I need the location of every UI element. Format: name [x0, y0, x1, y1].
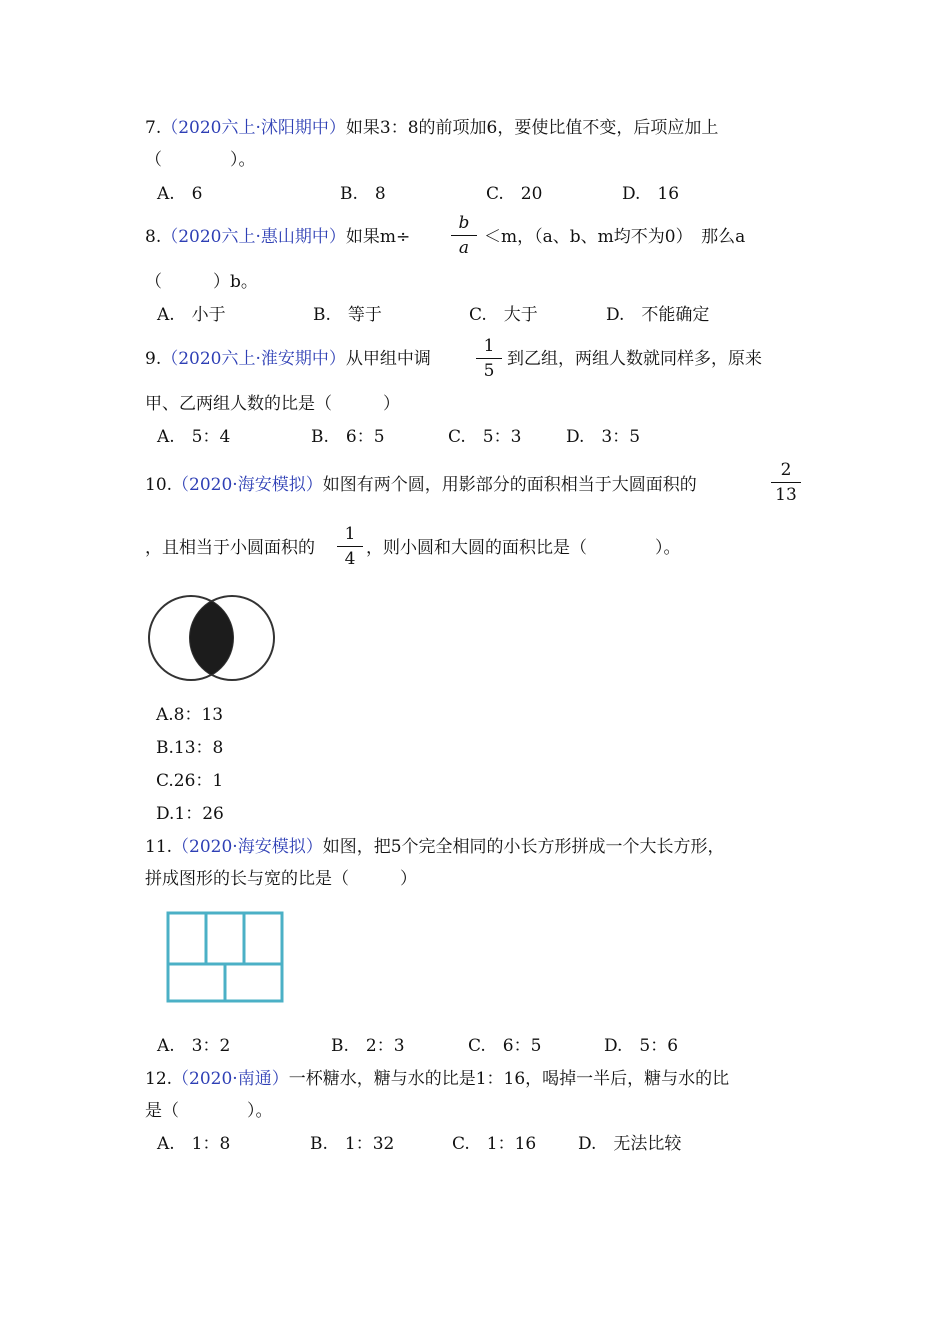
- q9-number: 9.: [145, 349, 162, 369]
- rectangles-figure: [163, 908, 287, 1006]
- q10-fraction-1: [771, 460, 801, 505]
- q11-option-b[interactable]: B. 2：3: [331, 1036, 405, 1056]
- q8-line1: [145, 225, 410, 249]
- q10-option-b[interactable]: B.13：8: [156, 738, 224, 758]
- q10-number: 10.: [145, 475, 173, 495]
- q9-option-d[interactable]: D. 3：5: [566, 427, 641, 447]
- q11-number: 11.: [145, 837, 173, 857]
- q10-post2: ，则小圆和大圆的面积比是（ ）。: [366, 538, 681, 558]
- q9-fraction: [476, 336, 502, 381]
- q10-fraction-2: [337, 524, 363, 569]
- q7-text: 如果3：8的前项加6，要使比值不变，后项应加上: [345, 118, 719, 138]
- q10-text: 如图有两个圆，用影部分的面积相当于大圆面积的: [322, 475, 697, 495]
- q12-option-a[interactable]: A. 1：8: [157, 1134, 231, 1154]
- q10-pre2: ，且相当于小圆面积的: [145, 538, 315, 558]
- q8-number: 8.: [145, 227, 162, 247]
- q9-option-c[interactable]: C. 5：3: [448, 427, 522, 447]
- q10-option-d[interactable]: D.1：26: [156, 804, 224, 824]
- q8-fraction: [451, 213, 477, 258]
- q7-line1: [145, 116, 718, 140]
- q12-line1: [145, 1067, 729, 1091]
- q8-frac-num: b: [458, 213, 470, 233]
- q12-option-b[interactable]: B. 1：32: [310, 1134, 395, 1154]
- fraction-bar: [771, 482, 801, 483]
- q8-frac-den: a: [458, 238, 470, 258]
- q8-post: ＜m，（a、b、m均不为0） 那么a: [484, 227, 746, 247]
- q8-option-b[interactable]: B. 等于: [313, 305, 382, 325]
- q8-line2: （ ）b。: [145, 272, 258, 292]
- q11-option-c[interactable]: C. 6：5: [468, 1036, 542, 1056]
- q8-pre: 如果m÷: [345, 227, 411, 247]
- q7-option-b[interactable]: B. 8: [340, 184, 386, 204]
- q11-line1: [145, 835, 725, 859]
- q12-line2: 是（ ）。: [145, 1101, 273, 1121]
- q10-frac1-num: 2: [780, 460, 792, 480]
- q7-option-a[interactable]: A. 6: [157, 184, 203, 204]
- q7-option-d[interactable]: D. 16: [622, 184, 680, 204]
- q7-source: （2020六上·沭阳期中）: [161, 118, 346, 138]
- q7-line2: （ ）。: [145, 150, 256, 170]
- q9-pre: 从甲组中调: [345, 349, 431, 369]
- q8-option-c[interactable]: C. 大于: [469, 305, 538, 325]
- q10-frac1-den: 13: [775, 485, 797, 505]
- q12-text: 一杯糖水，糖与水的比是1：16，喝掉一半后，糖与水的比: [288, 1069, 730, 1089]
- fraction-bar: [451, 235, 477, 236]
- q7-option-c[interactable]: C. 20: [486, 184, 543, 204]
- q12-option-d[interactable]: D. 无法比较: [578, 1134, 682, 1154]
- q10-frac2-den: 4: [344, 549, 356, 569]
- q10-line1: [145, 473, 697, 497]
- q9-post: 到乙组，两组人数就同样多，原来: [507, 349, 762, 369]
- q8-option-a[interactable]: A. 小于: [157, 305, 226, 325]
- q11-text: 如图，把5个完全相同的小长方形拼成一个大长方形，: [322, 837, 725, 857]
- fraction-bar: [337, 546, 363, 547]
- q12-source: （2020·南通）: [172, 1069, 289, 1089]
- q10-source: （2020·海安模拟）: [172, 475, 323, 495]
- q10-option-a[interactable]: A.8：13: [156, 705, 224, 725]
- q8-source: （2020六上·惠山期中）: [161, 227, 346, 247]
- q9-frac-den: 5: [483, 361, 495, 381]
- q9-line2: 甲、乙两组人数的比是（ ）: [145, 394, 400, 414]
- q11-option-d[interactable]: D. 5：6: [604, 1036, 679, 1056]
- q10-option-c[interactable]: C.26：1: [156, 771, 224, 791]
- q7-number: 7.: [145, 118, 162, 138]
- q9-option-a[interactable]: A. 5：4: [157, 427, 231, 447]
- q10-frac2-num: 1: [344, 524, 356, 544]
- q11-source: （2020·海安模拟）: [172, 837, 323, 857]
- q9-option-b[interactable]: B. 6：5: [311, 427, 385, 447]
- q9-line1: [145, 347, 431, 371]
- q11-option-a[interactable]: A. 3：2: [157, 1036, 231, 1056]
- q12-option-c[interactable]: C. 1：16: [452, 1134, 537, 1154]
- two-circles-figure: [142, 592, 282, 688]
- q9-frac-num: 1: [483, 336, 495, 356]
- q12-number: 12.: [145, 1069, 173, 1089]
- fraction-bar: [476, 358, 502, 359]
- q9-source: （2020六上·淮安期中）: [161, 349, 346, 369]
- q8-option-d[interactable]: D. 不能确定: [606, 305, 710, 325]
- q11-line2: 拼成图形的长与宽的比是（ ）: [145, 869, 417, 889]
